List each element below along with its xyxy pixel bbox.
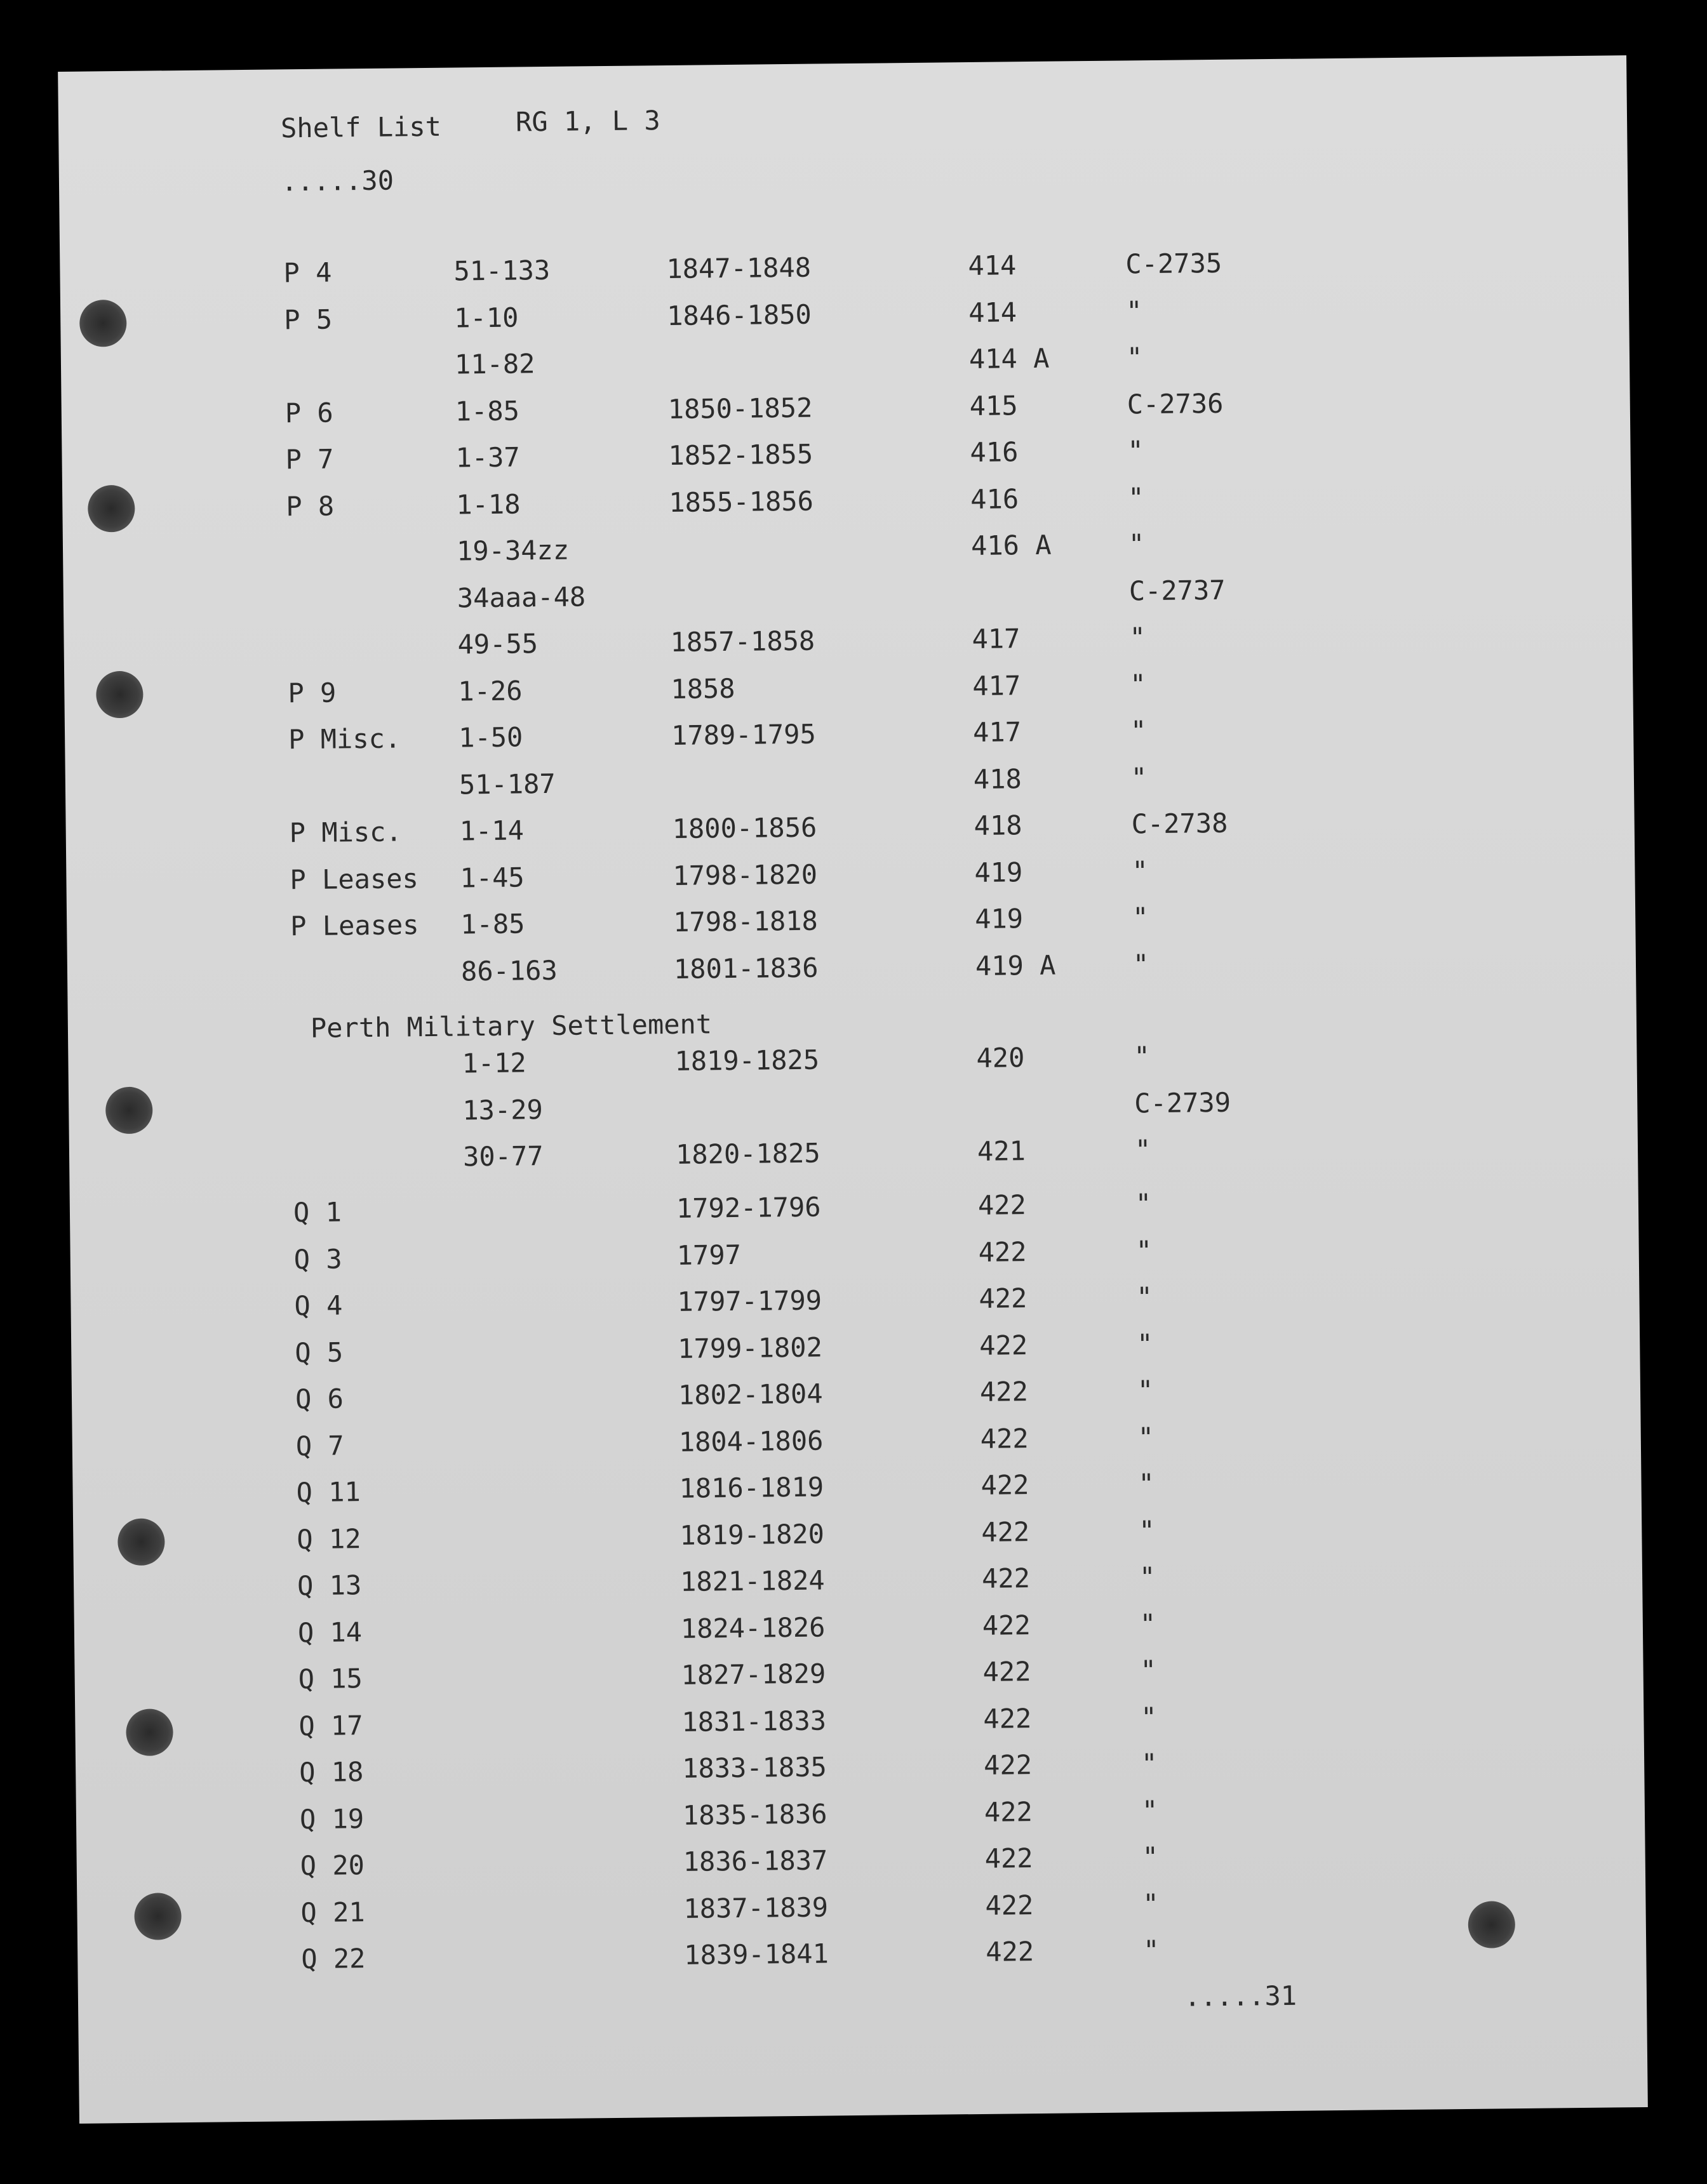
series-cell: P Misc. <box>289 816 402 849</box>
dates-cell: 1797 <box>676 1239 742 1271</box>
series-cell: Q 21 <box>300 1896 365 1928</box>
range-cell: 11-82 <box>454 348 535 380</box>
table-row <box>60 293 1629 347</box>
range-cell: 86-163 <box>460 954 558 987</box>
series-cell: Q 15 <box>298 1663 363 1695</box>
dates-cell: 1816-1819 <box>679 1471 824 1504</box>
table-row <box>70 1185 1638 1240</box>
reel-cell: " <box>1140 1655 1157 1686</box>
volume-cell: 422 <box>985 1889 1034 1921</box>
table-row <box>65 712 1633 767</box>
reel-cell: " <box>1129 622 1146 653</box>
series-cell: Q 18 <box>298 1756 364 1788</box>
reel-cell: " <box>1139 1514 1155 1546</box>
reel-cell: " <box>1132 948 1149 980</box>
reel-cell: " <box>1134 1041 1151 1072</box>
table-row <box>70 1232 1639 1287</box>
reel-cell: " <box>1125 295 1142 326</box>
series-cell: Q 19 <box>299 1802 365 1835</box>
range-cell: 1-85 <box>455 394 520 427</box>
table-row <box>67 946 1636 1001</box>
range-cell: 1-45 <box>460 861 525 893</box>
range-cell: 1-12 <box>462 1047 526 1079</box>
volume-cell: 414 <box>968 250 1017 282</box>
table-row <box>64 619 1632 674</box>
series-cell: Q 3 <box>293 1242 342 1275</box>
volume-cell: 422 <box>985 1936 1034 1968</box>
dates-cell: 1801-1836 <box>673 952 819 985</box>
dates-cell: 1820-1825 <box>675 1137 820 1170</box>
dates-cell: 1855-1856 <box>669 485 814 518</box>
dates-cell: 1797-1799 <box>677 1284 822 1317</box>
volume-cell: 422 <box>984 1842 1033 1874</box>
table-row <box>72 1419 1641 1474</box>
table-row <box>72 1372 1640 1427</box>
dates-cell: 1850-1852 <box>667 392 813 425</box>
series-cell: Q 14 <box>297 1616 363 1648</box>
series-cell: Q 12 <box>297 1522 361 1555</box>
volume-cell: 422 <box>983 1702 1032 1735</box>
volume-cell: 422 <box>979 1329 1028 1361</box>
table-row <box>61 339 1630 394</box>
range-cell: 1-26 <box>458 674 523 707</box>
series-cell: Q 6 <box>295 1383 344 1415</box>
volume-cell: 422 <box>979 1282 1028 1314</box>
reel-cell: C-2736 <box>1127 387 1224 420</box>
reel-cell: " <box>1134 1134 1151 1166</box>
series-cell: P 7 <box>285 443 334 476</box>
dates-cell: 1802-1804 <box>678 1378 823 1411</box>
volume-cell: 415 <box>969 389 1018 422</box>
reel-cell: " <box>1132 855 1148 886</box>
reel-cell: " <box>1138 1468 1155 1500</box>
reel-cell: " <box>1142 1888 1160 1919</box>
reel-cell: " <box>1127 435 1144 467</box>
volume-cell: 416 <box>970 483 1019 515</box>
volume-cell: 422 <box>980 1422 1029 1455</box>
dates-cell: 1798-1820 <box>673 858 818 891</box>
volume-cell: 417 <box>972 623 1021 655</box>
volume-cell: 422 <box>978 1235 1027 1268</box>
volume-cell: 422 <box>977 1189 1027 1221</box>
table-row <box>68 1038 1637 1093</box>
series-cell: Q 4 <box>294 1289 343 1322</box>
reel-cell: " <box>1130 715 1147 747</box>
reel-cell: " <box>1126 342 1143 373</box>
series-cell: Q 20 <box>300 1849 365 1882</box>
reel-cell: C-2737 <box>1128 574 1226 606</box>
range-cell: 34aaa-48 <box>457 580 586 613</box>
range-cell: 1-37 <box>455 441 520 474</box>
range-cell: 1-85 <box>460 908 525 940</box>
range-cell: 1-14 <box>459 815 525 847</box>
dates-cell: 1833-1835 <box>681 1751 827 1784</box>
record-group: RG 1, L 3 <box>515 105 660 138</box>
reel-cell: " <box>1139 1561 1156 1593</box>
series-cell: Q 11 <box>296 1476 361 1508</box>
volume-cell: 418 <box>973 762 1022 795</box>
table-row <box>64 666 1633 721</box>
volume-cell: 418 <box>974 809 1022 841</box>
volume-cell: 420 <box>976 1042 1025 1074</box>
dates-cell: 1824-1826 <box>680 1611 826 1644</box>
reel-cell: " <box>1141 1701 1157 1733</box>
dates-cell: 1789-1795 <box>671 718 816 751</box>
table-row <box>77 1839 1645 1893</box>
table-row <box>63 526 1631 580</box>
reel-cell: " <box>1139 1608 1156 1639</box>
reel-cell: " <box>1128 481 1144 513</box>
dates-cell: 1819-1825 <box>674 1044 820 1077</box>
series-cell: P 9 <box>288 676 337 709</box>
series-cell: Q 7 <box>295 1429 344 1462</box>
continuation-reference: .....31 <box>1184 1980 1297 2013</box>
dates-cell: 1847-1848 <box>666 251 812 285</box>
reel-cell: " <box>1135 1188 1152 1220</box>
section-heading: Perth Military Settlement <box>310 1008 713 1044</box>
reel-cell: " <box>1141 1794 1158 1826</box>
table-row <box>74 1559 1642 1613</box>
volume-cell: 417 <box>972 716 1022 748</box>
table-row <box>77 1885 1645 1940</box>
reel-cell: " <box>1137 1421 1155 1453</box>
range-cell: 51-133 <box>453 254 551 287</box>
table-row <box>76 1745 1644 1800</box>
volume-cell: 416 A <box>970 529 1052 562</box>
volume-cell: 419 A <box>975 949 1056 982</box>
dates-cell: 1819-1820 <box>679 1518 825 1551</box>
dates-cell: 1835-1836 <box>682 1797 827 1831</box>
volume-cell: 421 <box>977 1135 1026 1167</box>
dates-cell: 1858 <box>671 672 735 705</box>
table-row <box>70 1279 1639 1333</box>
volume-cell: 419 <box>974 903 1024 935</box>
table-row <box>74 1606 1643 1660</box>
series-cell: Q 22 <box>301 1943 366 1975</box>
reel-cell: " <box>1128 528 1145 560</box>
series-cell: Q 13 <box>297 1569 362 1602</box>
table-row <box>73 1512 1642 1567</box>
volume-cell: 414 <box>968 296 1017 328</box>
dates-cell: 1804-1806 <box>678 1425 824 1458</box>
range-cell: 19-34zz <box>456 534 570 567</box>
dates-cell: 1831-1833 <box>681 1704 827 1738</box>
reel-cell: " <box>1142 1841 1159 1873</box>
dates-cell: 1857-1858 <box>670 625 815 658</box>
reel-cell: " <box>1132 902 1149 933</box>
table-row <box>62 479 1631 534</box>
volume-cell: 416 <box>970 436 1019 469</box>
range-cell: 1-50 <box>458 721 523 754</box>
table-row <box>77 1932 1646 1987</box>
table-row <box>66 806 1635 860</box>
reel-cell: " <box>1130 761 1148 793</box>
series-cell: P 5 <box>283 303 333 335</box>
reel-cell: " <box>1136 1328 1153 1359</box>
page-reference: .....30 <box>281 164 394 197</box>
table-row <box>76 1792 1645 1847</box>
dates-cell: 1836-1837 <box>683 1844 828 1877</box>
volume-cell: 422 <box>979 1376 1029 1408</box>
dates-cell: 1821-1824 <box>679 1564 825 1597</box>
range-cell: 30-77 <box>462 1140 544 1173</box>
volume-cell: 422 <box>981 1515 1030 1548</box>
table-row <box>71 1326 1640 1380</box>
volume-cell: 419 <box>974 856 1023 888</box>
table-row <box>67 899 1635 954</box>
range-cell: 51-187 <box>459 768 556 800</box>
volume-cell: 422 <box>982 1656 1031 1688</box>
table-row <box>74 1652 1643 1707</box>
reel-cell: " <box>1141 1748 1158 1780</box>
table-row <box>69 1085 1637 1140</box>
reel-cell: " <box>1130 668 1146 700</box>
dates-cell: 1798-1818 <box>673 905 819 938</box>
volume-cell: 422 <box>981 1469 1029 1501</box>
reel-cell: " <box>1136 1281 1153 1313</box>
table-row <box>75 1699 1643 1754</box>
dates-cell: 1846-1850 <box>666 298 812 331</box>
range-cell: 49-55 <box>457 628 539 660</box>
reel-cell: " <box>1137 1375 1154 1406</box>
reel-cell: " <box>1142 1934 1160 1966</box>
table-row <box>60 246 1628 300</box>
series-cell: P Leases <box>290 862 419 895</box>
reel-cell: C-2739 <box>1134 1086 1231 1119</box>
table-row <box>72 1465 1641 1520</box>
table-row <box>62 432 1630 487</box>
document-page <box>58 55 1648 2124</box>
series-cell: Q 1 <box>293 1196 342 1228</box>
table-row <box>65 759 1634 814</box>
volume-cell: 422 <box>983 1749 1033 1781</box>
series-cell: P Leases <box>290 909 419 942</box>
range-cell: 13-29 <box>462 1093 543 1126</box>
range-cell: 1-10 <box>453 301 519 334</box>
table-row <box>64 573 1632 627</box>
page-title: Shelf List <box>280 110 442 144</box>
series-cell: Q 17 <box>298 1709 363 1741</box>
series-cell: P 4 <box>283 256 332 289</box>
reel-cell: " <box>1135 1234 1153 1266</box>
series-cell: P 8 <box>286 490 335 522</box>
table-row <box>66 853 1635 907</box>
series-cell: P Misc. <box>288 722 401 756</box>
volume-cell: 422 <box>982 1609 1031 1641</box>
volume-cell: 422 <box>984 1795 1033 1828</box>
dates-cell: 1839-1841 <box>684 1938 829 1971</box>
series-cell: P 6 <box>284 397 333 429</box>
reel-cell: C-2738 <box>1131 807 1228 840</box>
dates-cell: 1852-1855 <box>668 438 813 471</box>
dates-cell: 1837-1839 <box>683 1891 829 1924</box>
table-row <box>69 1131 1638 1186</box>
volume-cell: 414 A <box>968 342 1050 375</box>
dates-cell: 1792-1796 <box>676 1191 821 1224</box>
dates-cell: 1799-1802 <box>677 1331 823 1364</box>
table-row <box>62 386 1630 441</box>
dates-cell: 1827-1829 <box>681 1658 826 1691</box>
dates-cell: 1800-1856 <box>672 811 817 844</box>
volume-cell: 422 <box>981 1562 1031 1594</box>
volume-cell: 417 <box>972 669 1021 702</box>
reel-cell: C-2735 <box>1125 247 1222 280</box>
series-cell: Q 5 <box>295 1336 344 1368</box>
range-cell: 1-18 <box>456 488 521 520</box>
